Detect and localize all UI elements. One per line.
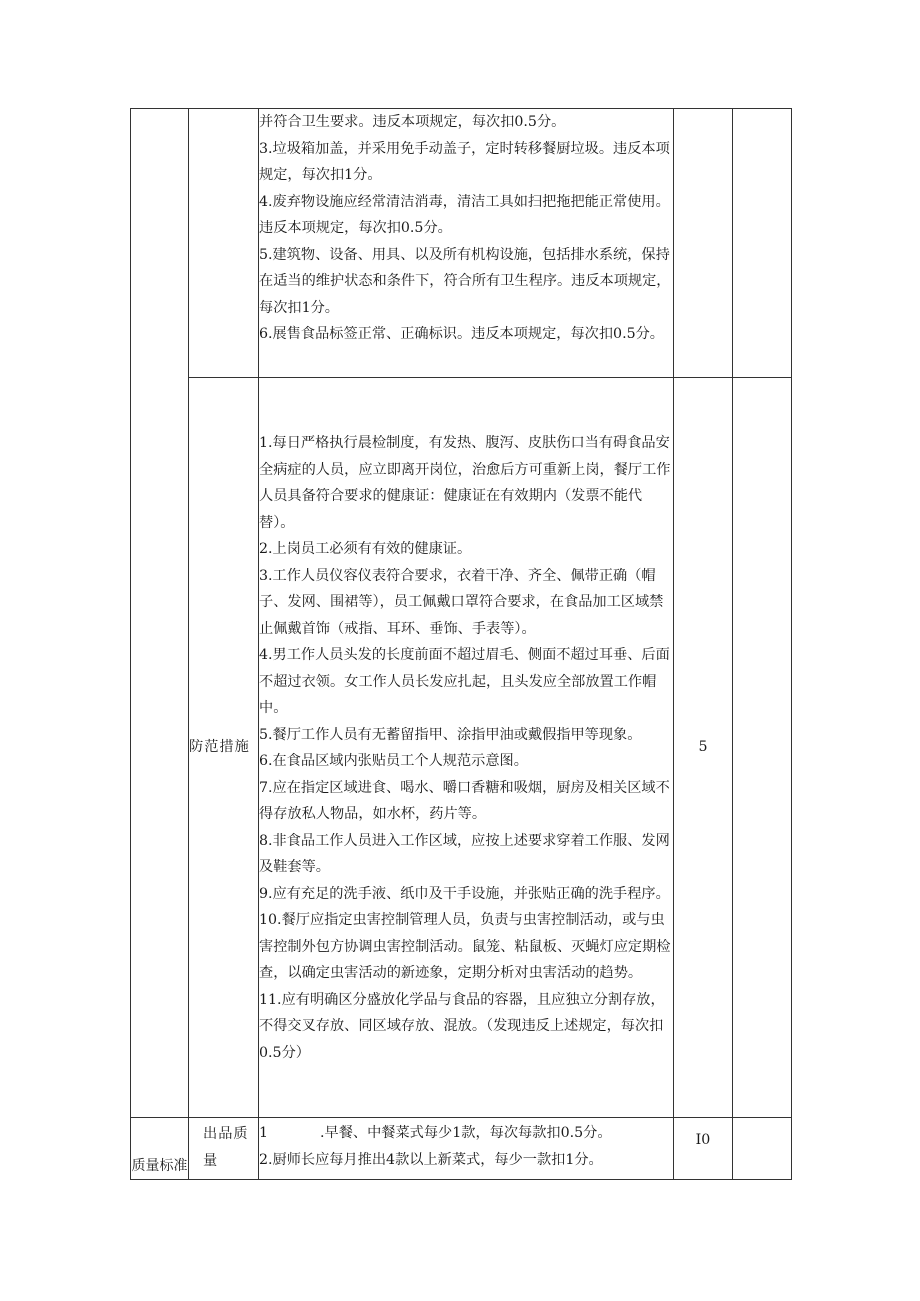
- score-cell-empty: [674, 109, 733, 378]
- quality-category: 质量标准: [131, 1118, 189, 1180]
- subcategory-cell-empty: [189, 109, 259, 378]
- quality-item-text: .早餐、中餐菜式每少1款，每次每款扣0.5分。: [320, 1125, 612, 1141]
- quality-items: [259, 1118, 674, 1180]
- quality-item: [259, 1120, 673, 1147]
- prevention-item: 3.工作人员仪容仪表符合要求，衣着干净、齐全、佩带正确（帽子、发网、围裙等），员工佩戴口罩符合要求，在食品加工区域禁止佩戴首饰（戒指、耳环、垂饰、手表等）。: [259, 567, 664, 637]
- prevention-item: 11.应有明确区分盛放化学品与食品的容器，且应独立分割存放，不得交叉存放、同区域存放、混放。（发现违反上述规定，每次扣0.5分）: [259, 991, 665, 1061]
- prevention-items: [259, 378, 674, 1118]
- prevention-item: 2.上岗员工必须有有效的健康证。: [259, 541, 472, 557]
- hygiene-items: [259, 109, 674, 378]
- quality-score: I0: [674, 1118, 733, 1180]
- hygiene-item: 4.废弃物设施应经常清洁消毒，清洁工具如扫把拖把能正常使用。违反本项规定，每次扣0.5分。: [259, 193, 670, 236]
- category-cell-empty: [131, 109, 189, 1118]
- hygiene-item: 3.垃圾箱加盖，并采用免手动盖子，定时转移餐厨垃圾。违反本项规定，每次扣1分。: [259, 140, 670, 183]
- prevention-item: 10.餐厅应指定虫害控制管理人员，负责与虫害控制活动，或与虫害控制外包方协调虫害控制活动。鼠笼、粘鼠板、灭蝇灯应定期检查，以确定虫害活动的新迹象，定期分析对虫害活动的趋势。: [259, 912, 671, 981]
- quality-item-number: 1: [259, 1125, 269, 1141]
- prevention-item: 4.男工作人员头发的长度前面不超过眉毛、侧面不超过耳垂、后面不超过衣领。女工作人员长发应扎起，且头发应全部放置工作帽中。: [259, 647, 670, 716]
- quality-item: 2.厨师长应每月推出4款以上新菜式，每少一款扣1分。: [259, 1151, 603, 1168]
- prevention-item: 5.餐厅工作人员有无蓄留指甲、涂指甲油或戴假指甲等现象。: [259, 726, 642, 743]
- prevention-item: 7.应在指定区域进食、喝水、嚼口香糖和吸烟，厨房及相关区域不得存放私人物品，如水杯，药片等。: [259, 779, 670, 822]
- prevention-item: 8.非食品工作人员进入工作区域，应按上述要求穿着工作服、发网及鞋套等。: [259, 832, 670, 875]
- deduct-cell-empty: [733, 109, 792, 378]
- prevention-item: 1.每日严格执行晨检制度，有发热、腹泻、皮肤伤口当有碍食品安全病症的人员，应立即离开岗位，治愈后方可重新上岗，餐厅工作人员具备符合要求的健康证：健康证在有效期内（发票不能代替）。: [259, 435, 671, 531]
- scoring-table: [130, 108, 792, 1180]
- prevention-label: 防范措施: [189, 378, 259, 1118]
- prevention-item: 9.应有充足的洗手液、纸巾及干手设施，并张贴正确的洗手程序。: [259, 885, 670, 902]
- hygiene-item: 6.展售食品标签正常、正确标识。违反本项规定，每次扣0.5分。: [259, 326, 664, 342]
- row-prevention: [131, 378, 792, 1118]
- row-quality: [131, 1118, 792, 1180]
- quality-label: 出品质量: [189, 1118, 259, 1180]
- hygiene-item: 并符合卫生要求。违反本项规定，每次扣0.5分。: [259, 114, 566, 130]
- deduct-cell-empty: [733, 1118, 792, 1180]
- row-hygiene: [131, 109, 792, 378]
- prevention-item: 6.在食品区域内张贴员工个人规范示意图。: [259, 753, 528, 769]
- hygiene-item: 5.建筑物、设备、用具、以及所有机构设施，包括排水系统，保持在适当的维护状态和条件下，符合所有卫生程序。违反本项规定，每次扣1分。: [259, 246, 671, 316]
- deduct-cell-empty: [733, 378, 792, 1118]
- prevention-score: 5: [674, 378, 733, 1118]
